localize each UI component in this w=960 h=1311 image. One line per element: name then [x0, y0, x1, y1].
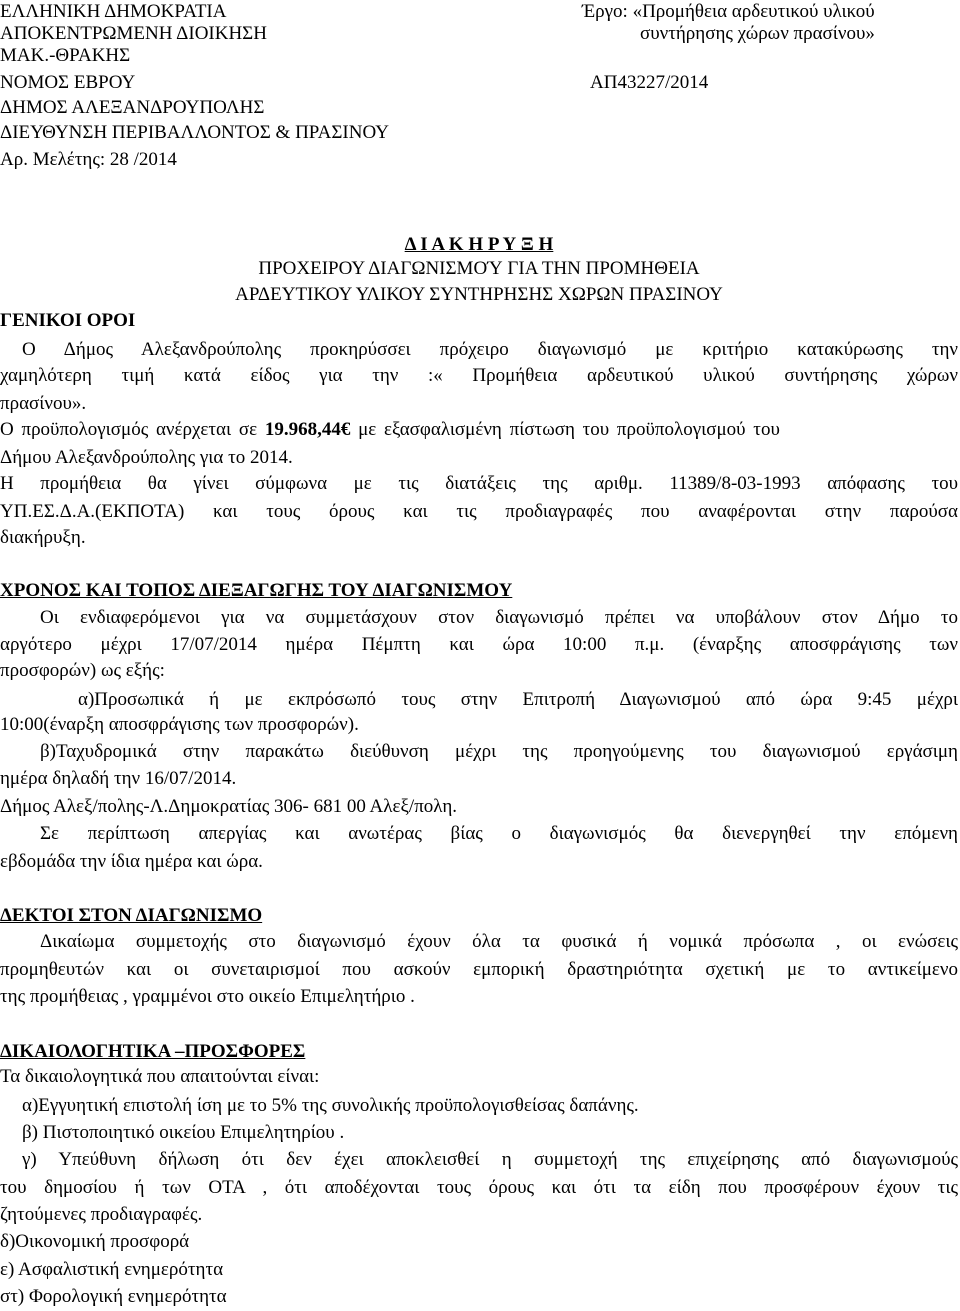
- paragraph-line: Δικαίωμα συμμετοχής στο διαγωνισμό έχουν όλα τα φυσικά ή νομικά πρόσωπα , οι ενώσεις: [40, 931, 958, 952]
- paragraph-line: πρασίνου».: [0, 393, 87, 414]
- project-title-line2: συντήρησης χώρων πρασίνου»: [640, 23, 875, 44]
- paragraph-line: Η προμήθεια θα γίνει σύμφωνα με τις διατάξεις της αριθμ. 11389/8-03-1993 απόφασης του: [0, 473, 958, 494]
- paragraph-line: Ο Δήμος Αλεξανδρούπολης προκηρύσσει πρόχειρο διαγωνισμό με κριτήριο κατακύρωσης την: [22, 339, 958, 360]
- budget-suffix: με εξασφαλισμένη πίστωση του προϋπολογισμού του: [350, 419, 780, 440]
- paragraph-line: Δήμου Αλεξανδρούπολης για το 2014.: [0, 447, 293, 468]
- section-heading-documents: ΔΙΚΑΙΟΛΟΓΗΤΙΚΑ –ΠΡΟΣΦΟΡΕΣ: [0, 1041, 306, 1062]
- paragraph-line: Οι ενδιαφερόμενοι για να συμμετάσχουν στον διαγωνισμό πρέπει να υποβάλουν στον Δήμο το: [40, 607, 958, 628]
- paragraph-line: Σε περίπτωση απεργίας και ανωτέρας βίας ο διαγωνισμός θα διενεργηθεί την επόμενη: [40, 823, 958, 844]
- paragraph-line: προμηθευτών και οι συνεταιρισμοί που ασκούν εμπορική δραστηριότητα σχετική με το αντικείμενο: [0, 959, 958, 980]
- document-subtitle-1: ΠΡΟΧΕΙΡΟΥ ΔΙΑΓΩΝΙΣΜΟΎ ΓΙΑ ΤΗΝ ΠΡΟΜΗΘΕΙΑ: [258, 258, 700, 279]
- paragraph-line: εβδομάδα την ίδια ημέρα και ώρα.: [0, 851, 263, 872]
- budget-prefix: Ο προϋπολογισμός ανέρχεται σε: [0, 419, 265, 440]
- header-line: ΔΙΕΥΘΥΝΣΗ ΠΕΡΙΒΑΛΛΟΝΤΟΣ & ΠΡΑΣΙΝΟΥ: [0, 122, 389, 143]
- study-number: Αρ. Μελέτης: 28 /2014: [0, 149, 177, 170]
- list-item-continued: του δημοσίου ή των ΟΤΑ , ότι αποδέχονται τους όρους και ότι τα είδη που προσφέρουν έχουν τις: [0, 1177, 958, 1198]
- paragraph-line: Τα δικαιολογητικά που απαιτούνται είναι:: [0, 1066, 320, 1087]
- list-item: ε) Ασφαλιστική ενημερότητα: [0, 1259, 224, 1280]
- paragraph-line: 10:00(έναρξη αποσφράγισης των προσφορών).: [0, 714, 359, 735]
- list-item: στ) Φορολογική ενημερότητα: [0, 1286, 227, 1307]
- header-line: ΜΑΚ.-ΘΡΑΚΗΣ: [0, 45, 131, 66]
- header-line: ΝΟΜΟΣ ΕΒΡΟΥ: [0, 72, 136, 93]
- paragraph-line: α)Προσωπικά ή με εκπρόσωπό τους στην Επιτροπή Διαγωνισμού από ώρα 9:45 μέχρι: [78, 689, 958, 710]
- document-heading: Δ Ι Α Κ Η Ρ Υ Ξ Η: [404, 234, 554, 255]
- protocol-number: ΑΠ43227/2014: [590, 72, 709, 93]
- paragraph-line: διακήρυξη.: [0, 527, 86, 548]
- project-title-line1: Έργο: «Προμήθεια αρδευτικού υλικού: [582, 1, 875, 22]
- paragraph-line: χαμηλότερη τιμή κατά είδος για την :« Προμήθεια αρδευτικού υλικού συντήρησης χώρων: [0, 365, 958, 386]
- list-item: α)Εγγυητική επιστολή ίση με το 5% της συνολικής προϋπολογισθείσας δαπάνης.: [22, 1095, 639, 1116]
- budget-line: [0, 418, 958, 442]
- header-line: ΑΠΟΚΕΝΤΡΩΜΕΝΗ ΔΙΟΙΚΗΣΗ: [0, 23, 267, 44]
- section-heading-eligible: ΔΕΚΤΟΙ ΣΤΟΝ ΔΙΑΓΩΝΙΣΜΟ: [0, 905, 263, 926]
- paragraph-line: ΥΠ.ΕΣ.Δ.Α.(ΕΚΠΟΤΑ) και τους όρους και τις προδιαγραφές που αναφέρονται στην παρούσα: [0, 501, 958, 522]
- budget-amount: 19.968,44€: [264, 419, 351, 440]
- paragraph-line: της προμήθειας , γραμμένοι στο οικείο Επιμελητήριο .: [0, 986, 415, 1007]
- list-item-continued: ζητούμενες προδιαγραφές.: [0, 1204, 203, 1225]
- paragraph-line: ημέρα δηλαδή την 16/07/2014.: [0, 768, 237, 789]
- section-heading-time-place: ΧΡΟΝΟΣ ΚΑΙ ΤΟΠΟΣ ΔΙΕΞΑΓΩΓΗΣ ΤΟΥ ΔΙΑΓΩΝΙΣΜΟΥ: [0, 580, 513, 601]
- section-heading-general: ΓΕΝΙΚΟΙ ΟΡΟΙ: [0, 310, 136, 331]
- list-item: δ)Οικονομική προσφορά: [0, 1231, 190, 1252]
- paragraph-line: προσφορών) ως εξής:: [0, 660, 165, 681]
- header-line: ΕΛΛΗΝΙΚΗ ΔΗΜΟΚΡΑΤΙΑ: [0, 1, 227, 22]
- paragraph-line: β)Ταχυδρομικά στην παρακάτω διεύθυνση μέχρι της προηγούμενης του διαγωνισμού εργάσιμη: [40, 741, 958, 762]
- list-item: β) Πιστοποιητικό οικείου Επιμελητηρίου .: [22, 1122, 345, 1143]
- paragraph-line: αργότερο μέχρι 17/07/2014 ημέρα Πέμπτη και ώρα 10:00 π.μ. (έναρξης αποσφράγισης των: [0, 634, 958, 655]
- list-item: γ) Υπεύθυνη δήλωση ότι δεν έχει αποκλεισθεί η συμμετοχή της επιχείρησης από διαγωνισμούς: [22, 1149, 958, 1170]
- header-line: ΔΗΜΟΣ ΑΛΕΞΑΝΔΡΟΥΠΟΛΗΣ: [0, 97, 265, 118]
- address-line: Δήμος Αλεξ/πολης-Λ.Δημοκρατίας 306- 681 00 Αλεξ/πολη.: [0, 796, 458, 817]
- document-subtitle-2: ΑΡΔΕΥΤΙΚΟΥ ΥΛΙΚΟΥ ΣΥΝΤΗΡΗΣΗΣ ΧΩΡΩΝ ΠΡΑΣΙΝΟΥ: [235, 284, 723, 305]
